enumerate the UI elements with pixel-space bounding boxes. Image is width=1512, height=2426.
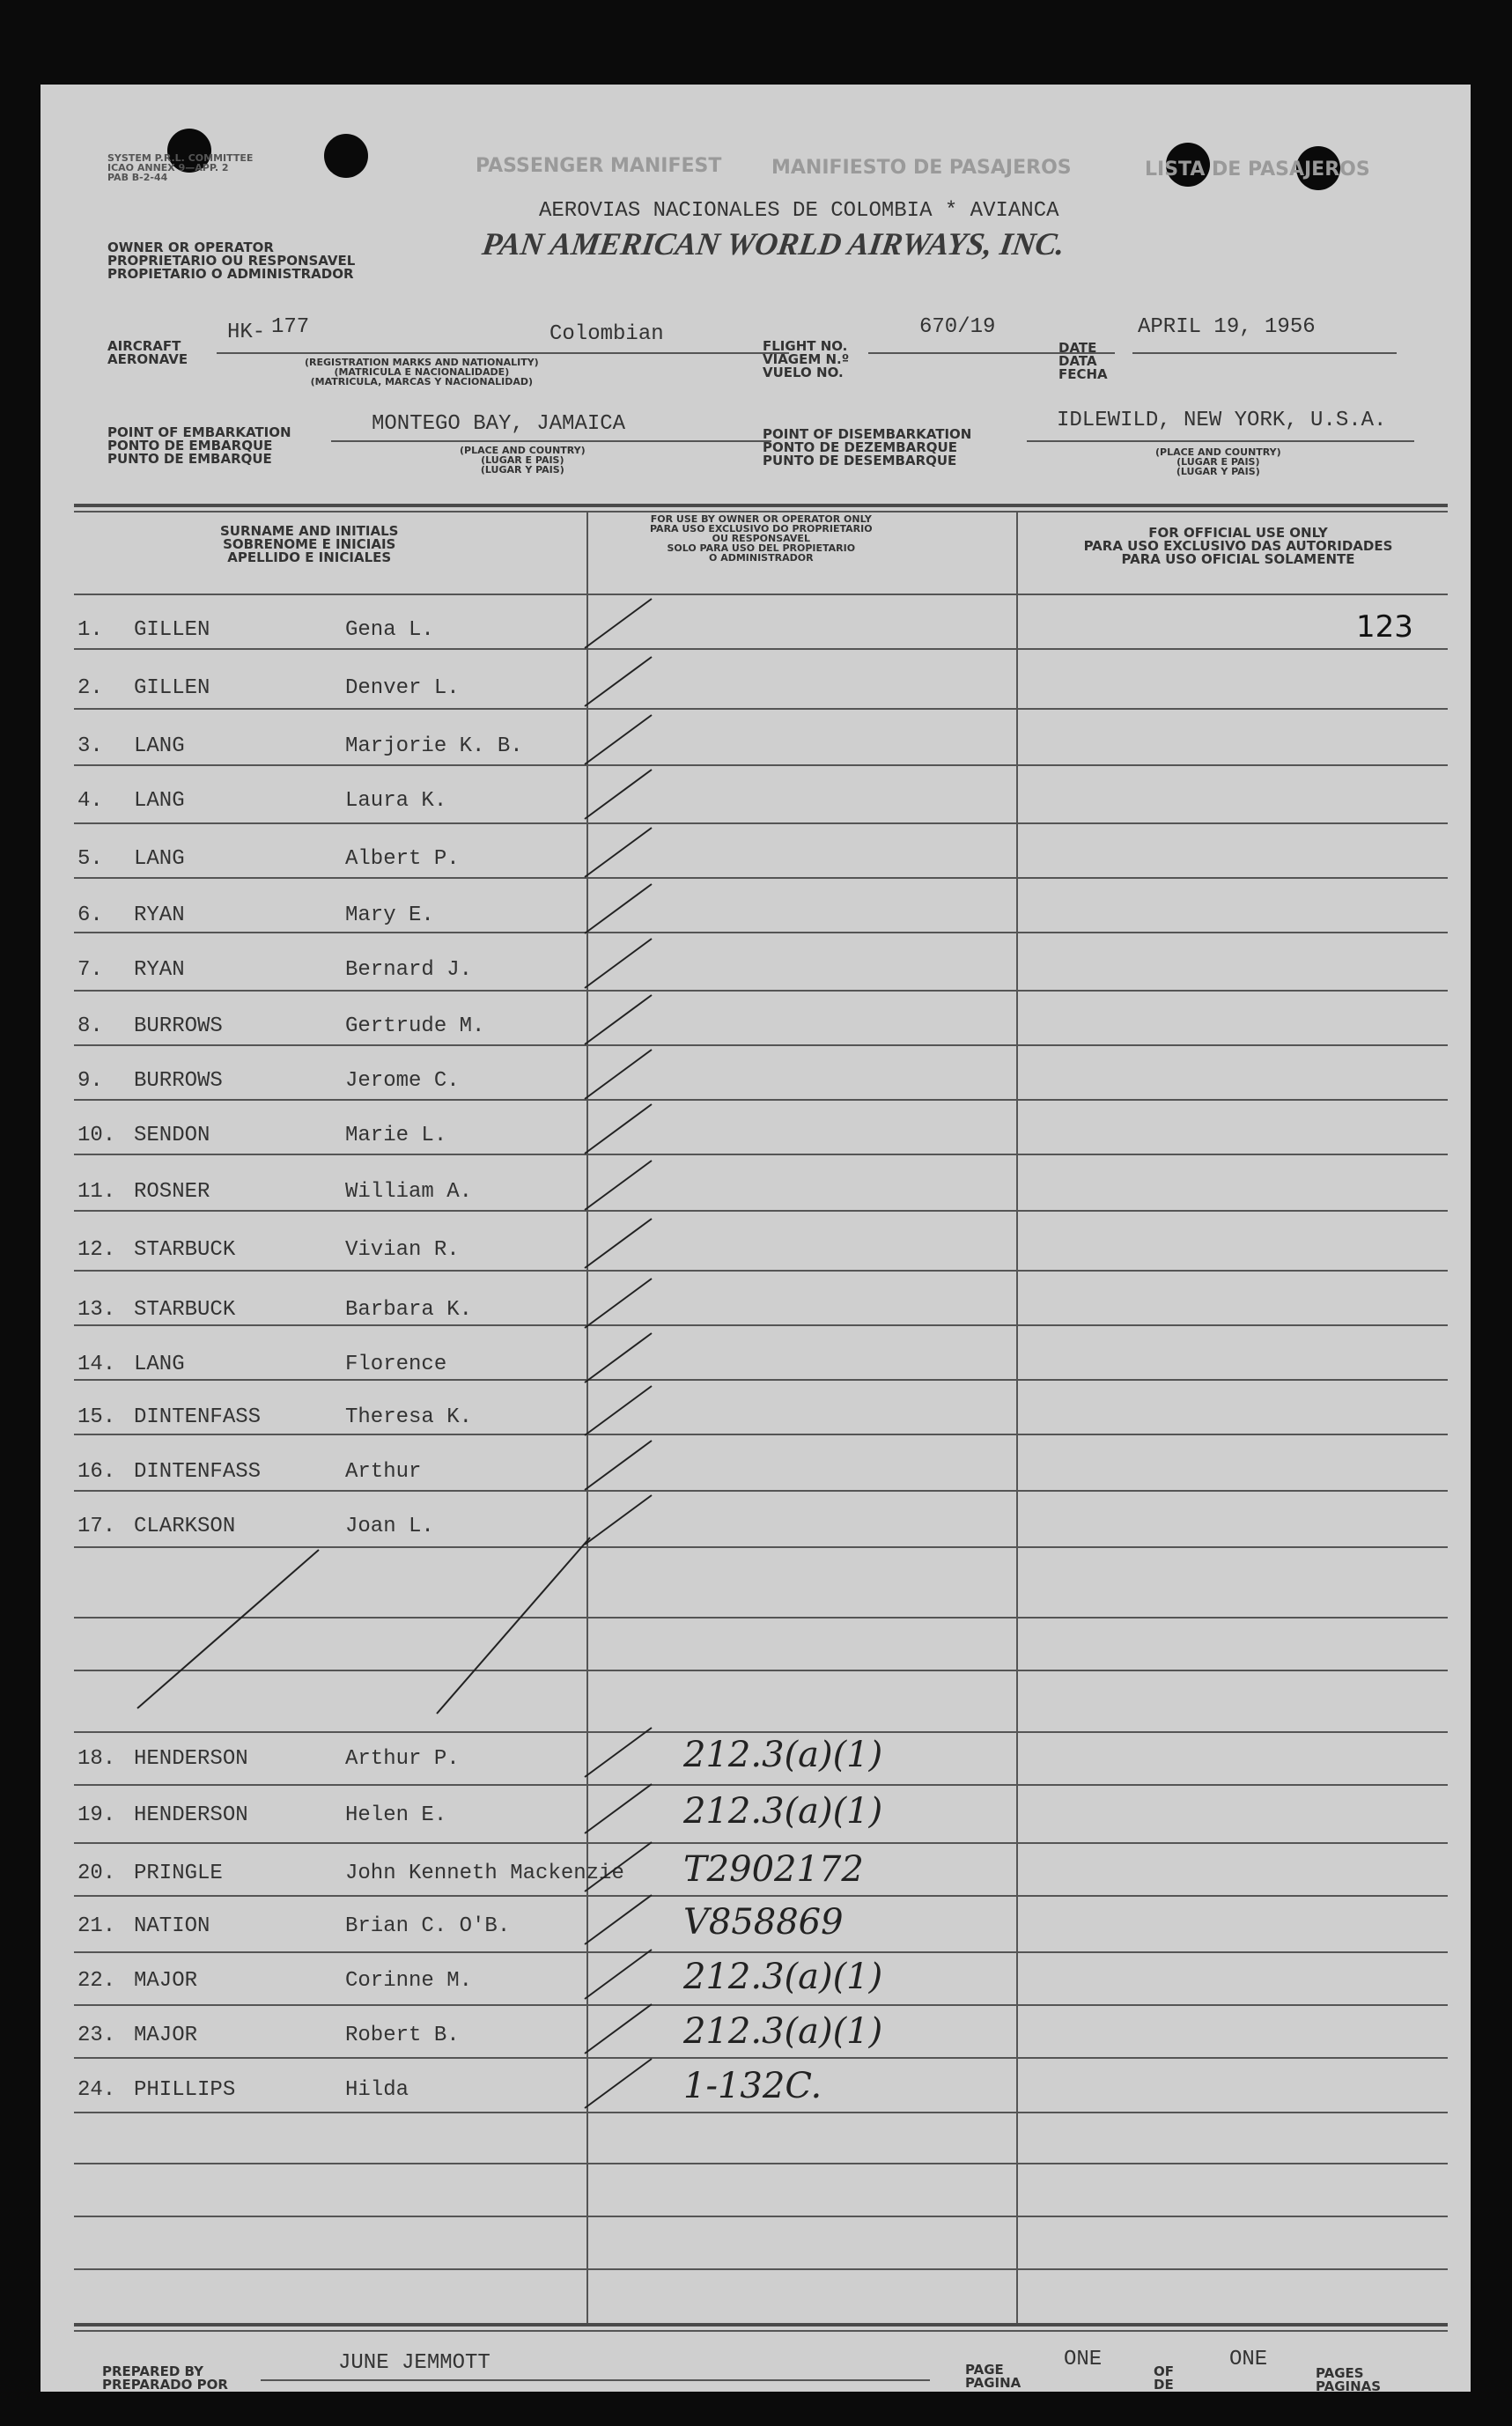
- passenger-number: 12.: [77, 1238, 116, 1262]
- flight-label: FLIGHT NO. VIAGEM N.º VUELO NO.: [763, 338, 850, 380]
- passenger-given-names: Laura K.: [345, 789, 447, 813]
- passenger-surname: LANG: [134, 1353, 185, 1376]
- registration-value: 177: [271, 315, 310, 339]
- prepared-by-value: JUNE JEMMOTT: [338, 2351, 490, 2375]
- passenger-surname: STARBUCK: [134, 1298, 236, 1322]
- passenger-owner-note: 212.3(a)(1): [683, 1957, 883, 1997]
- table-bottom-rule: [74, 2323, 1448, 2326]
- passenger-given-names: Barbara K.: [345, 1298, 473, 1322]
- passenger-surname: RYAN: [134, 958, 185, 982]
- void-stroke: [137, 1550, 319, 1708]
- operator-line-1: AEROVIAS NACIONALES DE COLOMBIA * AVIANCA: [539, 199, 1059, 223]
- passenger-surname: PRINGLE: [134, 1862, 223, 1885]
- passenger-number: 9.: [77, 1069, 103, 1093]
- page-label: PAGE PAGINA: [965, 2362, 1022, 2391]
- passenger-given-names: Corinne M.: [345, 1969, 473, 1993]
- passenger-given-names: William A.: [345, 1180, 473, 1204]
- passenger-surname: BURROWS: [134, 1014, 223, 1038]
- passenger-number: 19.: [77, 1803, 116, 1827]
- passenger-surname: LANG: [134, 734, 185, 758]
- passenger-surname: STARBUCK: [134, 1238, 236, 1262]
- column-header-owner-use: FOR USE BY OWNER OR OPERATOR ONLY PARA USO EXCLUSIVO DO PROPRIETARIO OU RESPONSAVEL SOLO PARA USO DEL PROPIETARIO O ADMINISTRADOR: [650, 513, 873, 564]
- passenger-number: 10.: [77, 1124, 116, 1147]
- passenger-number: 2.: [77, 676, 103, 700]
- passenger-surname: BURROWS: [134, 1069, 223, 1093]
- page-value: ONE: [1064, 2348, 1103, 2371]
- passenger-given-names: Marjorie K. B.: [345, 734, 523, 758]
- official-stamp-number: 123: [1356, 609, 1413, 645]
- passenger-surname: MAJOR: [134, 2024, 198, 2047]
- passenger-given-names: Robert B.: [345, 2024, 460, 2047]
- flight-value: 670/19: [919, 315, 996, 339]
- of-value: ONE: [1229, 2348, 1268, 2371]
- passenger-given-names: Jerome C.: [345, 1069, 460, 1093]
- passenger-given-names: Bernard J.: [345, 958, 473, 982]
- void-stroke: [437, 1537, 590, 1714]
- embarkation-label: POINT OF EMBARKATION PONTO DE EMBARQUE PUNTO DE EMBARQUE: [107, 424, 291, 467]
- title-english: PASSENGER MANIFEST: [476, 155, 722, 177]
- title-portuguese: LISTA DE PASAJEROS: [1145, 159, 1370, 181]
- date-label: DATE DATA FECHA: [1058, 340, 1108, 382]
- manifest-sheet: [41, 85, 1471, 2392]
- disembarkation-label: POINT OF DISEMBARKATION PONTO DE DEZEMBARQUE PUNTO DE DESEMBARQUE: [763, 426, 972, 468]
- owner-label: OWNER OR OPERATOR PROPRIETARIO OU RESPONSAVEL PROPIETARIO O ADMINISTRADOR: [107, 240, 356, 282]
- registration-prefix: HK-: [227, 321, 266, 344]
- passenger-owner-note: 1-132C.: [683, 2066, 822, 2106]
- passenger-number: 11.: [77, 1180, 116, 1204]
- nationality-value: Colombian: [549, 322, 664, 346]
- passenger-given-names: Helen E.: [345, 1803, 447, 1827]
- passenger-owner-note: V858869: [683, 1902, 844, 1943]
- passenger-given-names: John Kenneth Mackenzie: [345, 1862, 624, 1885]
- form-code: SYSTEM P.R.L. COMMITTEE ICAO ANNEX 9—APP. 2 PAB B-2-44: [107, 152, 254, 183]
- passenger-surname: ROSNER: [134, 1180, 210, 1204]
- prepared-by-label: PREPARED BY PREPARADO POR: [102, 2363, 228, 2392]
- passenger-owner-note: 212.3(a)(1): [683, 1735, 883, 1775]
- passenger-given-names: Florence: [345, 1353, 447, 1376]
- embarkation-value: MONTEGO BAY, JAMAICA: [372, 412, 626, 436]
- passenger-given-names: Joan L.: [345, 1515, 434, 1538]
- passenger-surname: PHILLIPS: [134, 2078, 236, 2102]
- passenger-given-names: Vivian R.: [345, 1238, 460, 1262]
- passenger-surname: DINTENFASS: [134, 1460, 262, 1484]
- passenger-given-names: Brian C. O'B.: [345, 1914, 511, 1938]
- passenger-number: 24.: [77, 2078, 116, 2102]
- passenger-surname: NATION: [134, 1914, 210, 1938]
- passenger-surname: SENDON: [134, 1124, 210, 1147]
- passenger-given-names: Gena L.: [345, 618, 434, 642]
- passenger-given-names: Arthur P.: [345, 1747, 460, 1771]
- disembarkation-value: IDLEWILD, NEW YORK, U.S.A.: [1057, 409, 1387, 432]
- embarkation-sublabel: (PLACE AND COUNTRY) (LUGAR E PAIS) (LUGAR Y PAIS): [460, 445, 586, 476]
- date-value: APRIL 19, 1956: [1138, 315, 1316, 339]
- passenger-surname: LANG: [134, 847, 185, 871]
- passenger-number: 21.: [77, 1914, 116, 1938]
- passenger-number: 3.: [77, 734, 103, 758]
- passenger-owner-note: T2902172: [683, 1849, 864, 1890]
- passenger-number: 20.: [77, 1862, 116, 1885]
- passenger-surname: DINTENFASS: [134, 1405, 262, 1429]
- passenger-surname: LANG: [134, 789, 185, 813]
- aircraft-sublabel: (REGISTRATION MARKS AND NATIONALITY) (MATRICULA E NACIONALIDADE) (MATRICULA, MARCAS Y NACIONALIDAD): [305, 357, 539, 387]
- passenger-given-names: Gertrude M.: [345, 1014, 485, 1038]
- passenger-given-names: Albert P.: [345, 847, 460, 871]
- prepared-underline: [261, 2379, 930, 2381]
- passenger-number: 5.: [77, 847, 103, 871]
- aircraft-label: AIRCRAFT AERONAVE: [107, 338, 188, 367]
- pages-label: PAGES PAGINAS: [1316, 2365, 1382, 2392]
- void-strokes: [41, 85, 1471, 2392]
- passenger-surname: CLARKSON: [134, 1515, 236, 1538]
- title-spanish: MANIFIESTO DE PASAJEROS: [771, 157, 1072, 179]
- passenger-surname: HENDERSON: [134, 1803, 248, 1827]
- column-header-official-use: FOR OFFICIAL USE ONLY PARA USO EXCLUSIVO DAS AUTORIDADES PARA USO OFICIAL SOLAMENTE: [1083, 525, 1393, 567]
- passenger-number: 7.: [77, 958, 103, 982]
- passenger-owner-note: 212.3(a)(1): [683, 1791, 883, 1832]
- passenger-surname: MAJOR: [134, 1969, 198, 1993]
- passenger-given-names: Arthur: [345, 1460, 422, 1484]
- passenger-surname: RYAN: [134, 903, 185, 927]
- passenger-number: 1.: [77, 618, 103, 642]
- passenger-given-names: Hilda: [345, 2078, 409, 2102]
- of-label: OF DE: [1154, 2363, 1174, 2392]
- column-header-surname: SURNAME AND INITIALS SOBRENOME E INICIAIS APELLIDO E INICIALES: [220, 523, 399, 565]
- passenger-number: 22.: [77, 1969, 116, 1993]
- passenger-number: 14.: [77, 1353, 116, 1376]
- passenger-number: 13.: [77, 1298, 116, 1322]
- passenger-number: 6.: [77, 903, 103, 927]
- passenger-given-names: Theresa K.: [345, 1405, 473, 1429]
- operator-line-2: PAN AMERICAN WORLD AIRWAYS, INC.: [480, 226, 1067, 262]
- passenger-number: 17.: [77, 1515, 116, 1538]
- passenger-number: 8.: [77, 1014, 103, 1038]
- passenger-owner-note: 212.3(a)(1): [683, 2011, 883, 2052]
- table-bottom-rule: [74, 2330, 1448, 2332]
- passenger-number: 16.: [77, 1460, 116, 1484]
- passenger-number: 4.: [77, 789, 103, 813]
- disembarkation-sublabel: (PLACE AND COUNTRY) (LUGAR E PAIS) (LUGAR Y PAIS): [1155, 446, 1281, 477]
- passenger-number: 23.: [77, 2024, 116, 2047]
- passenger-surname: HENDERSON: [134, 1747, 248, 1771]
- passenger-number: 18.: [77, 1747, 116, 1771]
- passenger-given-names: Marie L.: [345, 1124, 447, 1147]
- passenger-surname: GILLEN: [134, 618, 210, 642]
- passenger-given-names: Denver L.: [345, 676, 460, 700]
- passenger-surname: GILLEN: [134, 676, 210, 700]
- passenger-number: 15.: [77, 1405, 116, 1429]
- passenger-given-names: Mary E.: [345, 903, 434, 927]
